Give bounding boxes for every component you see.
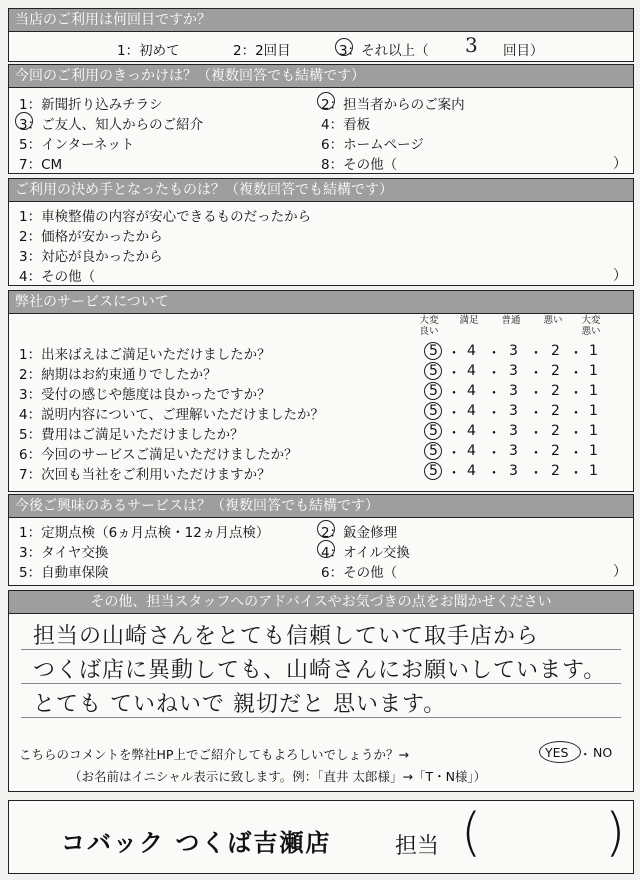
rating-6-option-1[interactable]: 1	[589, 443, 598, 459]
rating-separator: ・	[487, 446, 501, 462]
rating-6-option-3[interactable]: 3	[509, 443, 518, 459]
scale-label-3: 普通	[501, 315, 521, 326]
rating-5-option-1[interactable]: 1	[589, 423, 598, 439]
scale-label-1: 大変悪い	[581, 315, 601, 337]
rating-separator: ・	[487, 406, 501, 422]
comment-line-1: 担当の山崎さんをとても信頼していて取手店から	[33, 624, 540, 649]
scale-label-4: 満足	[459, 315, 479, 326]
interest-title: 今後ご興味のあるサービスは？（複数回答でも結構です）	[9, 495, 633, 518]
rating-1-option-1[interactable]: 1	[589, 343, 598, 359]
service-title: 弊社のサービスについて	[9, 291, 633, 314]
trigger-2-circle	[317, 92, 335, 110]
visits-option-3-suffix: 回目）	[503, 43, 544, 59]
trigger-item-4[interactable]: 4：看板	[321, 117, 371, 133]
rating-2-option-5[interactable]: 5	[429, 363, 438, 379]
interest-item-3[interactable]: 3：タイヤ交換	[19, 545, 109, 561]
rating-6-option-4[interactable]: 4	[467, 443, 476, 459]
rating-separator: ・	[529, 446, 543, 462]
rating-separator: ・	[487, 366, 501, 382]
rating-separator: ・	[569, 466, 583, 482]
deciding-item-2[interactable]: 2：価格が安かったから	[19, 229, 163, 245]
staff-paren-close: )	[605, 803, 626, 863]
shop-footer	[8, 800, 634, 874]
rating-separator: ・	[487, 346, 501, 362]
visits-selected-circle	[335, 38, 353, 56]
service-question-3: 3：受付の感じや態度は良かったですか？	[19, 387, 271, 403]
rating-7-option-1[interactable]: 1	[589, 463, 598, 479]
rating-7-selected-circle	[424, 462, 442, 480]
rating-separator: ・	[569, 366, 583, 382]
rating-5-option-4[interactable]: 4	[467, 423, 476, 439]
rating-3-option-3[interactable]: 3	[509, 383, 518, 399]
interest-item-5[interactable]: 5：自動車保険	[19, 565, 109, 581]
interest-item-6[interactable]: 6：その他（	[321, 565, 398, 581]
rating-3-option-5[interactable]: 5	[429, 383, 438, 399]
rating-3-option-4[interactable]: 4	[467, 383, 476, 399]
comment-line-2: つくば店に異動しても、山崎さんにお願いしています。	[33, 658, 607, 683]
rating-5-selected-circle	[424, 422, 442, 440]
rating-4-option-4[interactable]: 4	[467, 403, 476, 419]
rating-1-selected-circle	[424, 342, 442, 360]
staff-paren-open: (	[461, 803, 482, 863]
rating-separator: ・	[447, 426, 461, 442]
deciding-other-close: ）	[613, 268, 627, 284]
scale-label-5: 大変良い	[419, 315, 439, 337]
rating-4-option-2[interactable]: 2	[551, 403, 560, 419]
interest-section	[8, 494, 634, 586]
rating-4-option-1[interactable]: 1	[589, 403, 598, 419]
trigger-item-8[interactable]: 8：その他（	[321, 157, 398, 173]
trigger-item-5[interactable]: 5：インターネット	[19, 137, 135, 153]
rating-1-option-3[interactable]: 3	[509, 343, 518, 359]
interest-4-circle	[317, 540, 335, 558]
rating-separator: ・	[447, 366, 461, 382]
rating-separator: ・	[529, 426, 543, 442]
rating-separator: ・	[569, 446, 583, 462]
service-question-1: 1：出来ばえはご満足いただけましたか？	[19, 347, 271, 363]
trigger-section	[8, 64, 634, 174]
comment-line-3: とても ていねいで 親切だと 思います。	[33, 692, 447, 717]
trigger-title: 今回のご利用のきっかけは？（複数回答でも結構です）	[9, 65, 633, 88]
rating-4-selected-circle	[424, 402, 442, 420]
interest-2-circle	[317, 520, 335, 538]
rating-separator: ・	[529, 386, 543, 402]
consent-separator: ・	[579, 747, 592, 762]
trigger-item-7[interactable]: 7：CM	[19, 157, 63, 173]
visits-option-1[interactable]: 1：初めて	[117, 43, 180, 59]
rating-4-option-5[interactable]: 5	[429, 403, 438, 419]
comments-title: その他、担当スタッフへのアドバイスやお気づきの点をお聞かせください	[9, 591, 633, 614]
comments-section	[8, 590, 634, 792]
rating-1-option-5[interactable]: 5	[429, 343, 438, 359]
rating-separator: ・	[569, 386, 583, 402]
interest-item-2[interactable]: 2：鈑金修理	[321, 525, 398, 541]
staff-label: 担当	[395, 834, 440, 859]
rating-separator: ・	[529, 346, 543, 362]
visits-title: 当店のご利用は何回目ですか？	[9, 9, 633, 32]
shop-name: コバック つくば吉瀬店	[61, 829, 332, 857]
rating-separator: ・	[447, 466, 461, 482]
rating-2-option-4[interactable]: 4	[467, 363, 476, 379]
rating-5-option-3[interactable]: 3	[509, 423, 518, 439]
consent-no[interactable]: NO	[593, 745, 613, 760]
trigger-item-1[interactable]: 1：新聞折り込みチラシ	[19, 97, 163, 113]
rating-1-option-2[interactable]: 2	[551, 343, 560, 359]
trigger-item-3[interactable]: 3：ご友人、知人からのご紹介	[19, 117, 204, 133]
service-question-5: 5：費用はご満足いただけましたか？	[19, 427, 244, 443]
rating-2-selected-circle	[424, 362, 442, 380]
rating-1-option-4[interactable]: 4	[467, 343, 476, 359]
visits-count-handwritten: 3	[465, 33, 479, 57]
rating-separator: ・	[447, 386, 461, 402]
rating-5-option-2[interactable]: 2	[551, 423, 560, 439]
rating-4-option-3[interactable]: 3	[509, 403, 518, 419]
rating-separator: ・	[529, 406, 543, 422]
rating-7-option-2[interactable]: 2	[551, 463, 560, 479]
consent-question: こちらのコメントを弊社HP上でご紹介してもよろしいでしょうか？→	[19, 747, 409, 762]
service-question-2: 2：納期はお約束通りでしたか？	[19, 367, 217, 383]
rating-separator: ・	[487, 386, 501, 402]
consent-yes[interactable]: YES	[545, 745, 569, 760]
rating-separator: ・	[447, 406, 461, 422]
rating-separator: ・	[487, 426, 501, 442]
rating-separator: ・	[447, 446, 461, 462]
service-question-7: 7：次回も当社をご利用いただけますか？	[19, 467, 271, 483]
rating-2-option-2[interactable]: 2	[551, 363, 560, 379]
service-section	[8, 290, 634, 492]
visits-section	[8, 8, 634, 62]
rating-7-option-4[interactable]: 4	[467, 463, 476, 479]
trigger-item-2[interactable]: 2：担当者からのご案内	[321, 97, 465, 113]
trigger-item-6[interactable]: 6：ホームページ	[321, 137, 424, 153]
deciding-section	[8, 178, 634, 286]
visits-option-2[interactable]: 2：2回目	[233, 43, 291, 59]
rating-2-option-3[interactable]: 3	[509, 363, 518, 379]
deciding-title: ご利用の決め手となったものは？（複数回答でも結構です）	[9, 179, 633, 202]
rating-separator: ・	[569, 406, 583, 422]
interest-item-4[interactable]: 4：オイル交換	[321, 545, 410, 561]
rating-separator: ・	[569, 426, 583, 442]
rating-3-option-1[interactable]: 1	[589, 383, 598, 399]
rating-separator: ・	[529, 366, 543, 382]
rating-separator: ・	[487, 466, 501, 482]
deciding-item-4[interactable]: 4：その他（	[19, 269, 96, 285]
service-question-6: 6：今回のサービスご満足いただけましたか？	[19, 447, 298, 463]
rating-7-option-5[interactable]: 5	[429, 463, 438, 479]
consent-note: （お名前はイニシャル表示に致します。例：「直井 太郎様」→「T・N様」）	[69, 769, 487, 784]
deciding-item-1[interactable]: 1：車検整備の内容が安心できるものだったから	[19, 209, 312, 225]
rating-6-selected-circle	[424, 442, 442, 460]
rating-3-option-2[interactable]: 2	[551, 383, 560, 399]
rating-6-option-5[interactable]: 5	[429, 443, 438, 459]
rating-separator: ・	[569, 346, 583, 362]
rating-5-option-5[interactable]: 5	[429, 423, 438, 439]
trigger-other-close: ）	[613, 156, 627, 172]
trigger-3-circle	[15, 112, 33, 130]
visits-option-3[interactable]: 3：それ以上（	[339, 43, 429, 59]
interest-other-close: ）	[613, 564, 627, 580]
deciding-item-3[interactable]: 3：対応が良かったから	[19, 249, 163, 265]
rating-2-option-1[interactable]: 1	[589, 363, 598, 379]
consent-yes-circle	[539, 741, 581, 763]
rating-6-option-2[interactable]: 2	[551, 443, 560, 459]
rating-7-option-3[interactable]: 3	[509, 463, 518, 479]
rating-separator: ・	[447, 346, 461, 362]
rating-3-selected-circle	[424, 382, 442, 400]
interest-item-1[interactable]: 1：定期点検（6ヵ月点検・12ヵ月点検）	[19, 525, 270, 541]
rating-separator: ・	[529, 466, 543, 482]
service-question-4: 4：説明内容について、ご理解いただけましたか？	[19, 407, 325, 423]
scale-label-2: 悪い	[543, 315, 563, 326]
